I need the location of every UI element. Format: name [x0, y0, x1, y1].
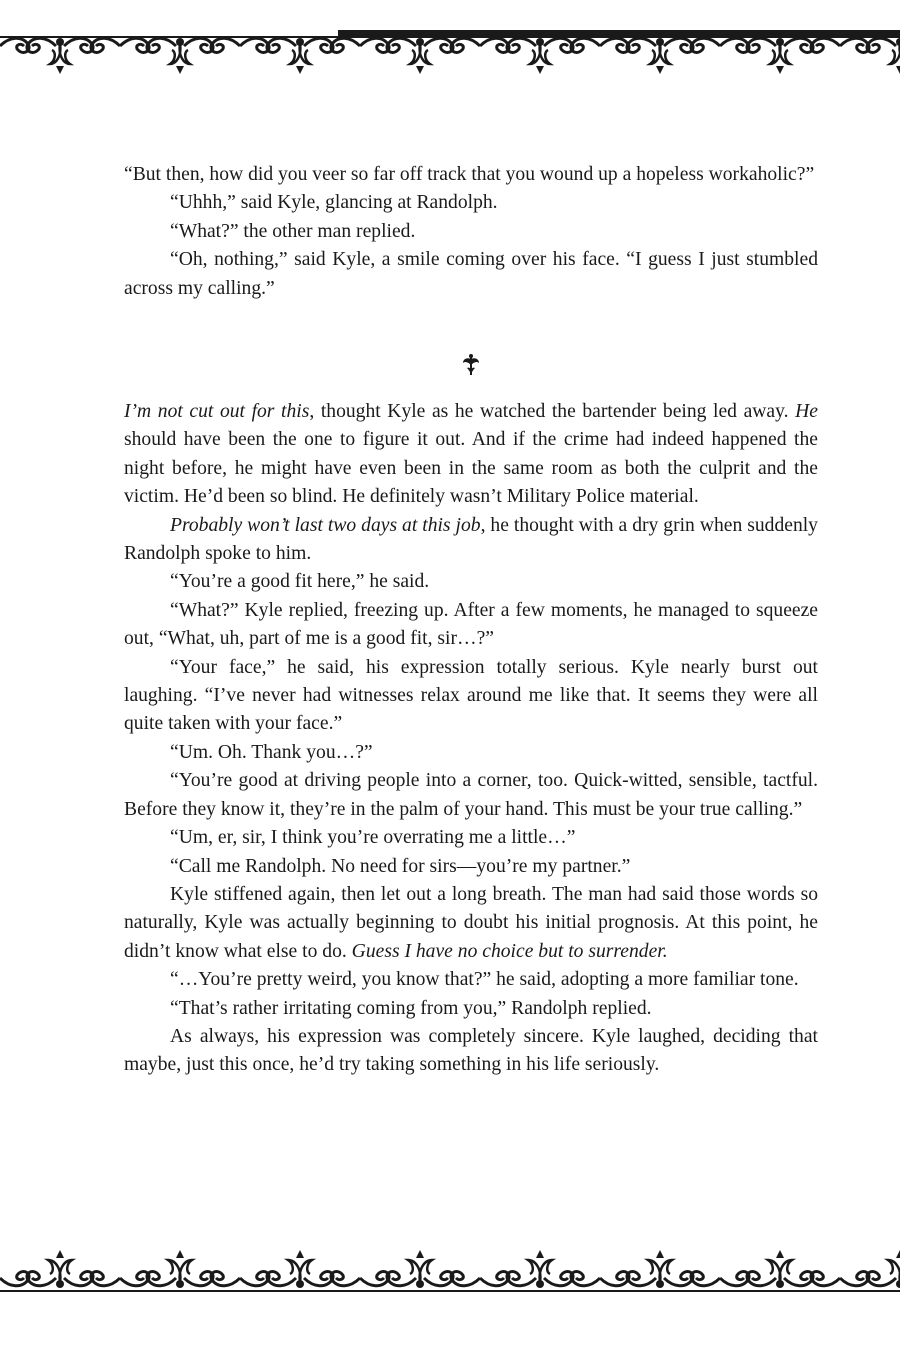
- text-run: should have been the one to figure it out. And if the crime had indeed happened the night before, he might have even been in the same room as both the culprit and the victim. He’d been so blind. He definitely wasn’t Military Police material.: [124, 429, 818, 508]
- italic-thought: Guess I have no choice but to surrender.: [351, 940, 668, 962]
- top-ornamental-border: [0, 28, 900, 78]
- fleuron-icon: [459, 353, 483, 377]
- section-two: [124, 398, 818, 1080]
- paragraph: [124, 512, 818, 569]
- paragraph: “Uhhh,” said Kyle, glancing at Randolph.: [170, 192, 498, 214]
- paragraph: [124, 398, 818, 512]
- paragraph: “That’s rather irritating coming from you,” Randolph replied.: [170, 997, 652, 1019]
- paragraph: “Um. Oh. Thank you…?”: [170, 741, 373, 763]
- bottom-ornamental-border: [0, 1244, 900, 1296]
- paragraph: [124, 881, 818, 966]
- paragraph: “Call me Randolph. No need for sirs—you’re my partner.”: [170, 855, 631, 877]
- paragraph: “Um, er, sir, I think you’re overrating me a little…”: [170, 827, 576, 849]
- paragraph: “Your face,” he said, his expression totally serious. Kyle nearly burst out laughing. “I’ve never had witnesses relax around me like that. It seems they were all quite taken with your face.”: [124, 656, 818, 735]
- paragraph: “You’re good at driving people into a corner, too. Quick-witted, sensible, tactful. Before they know it, they’re in the palm of your hand. This must be your true calling.”: [124, 770, 818, 820]
- italic-thought: Probably won’t last two days at this job: [170, 514, 481, 536]
- text-run: Kyle stiffened again, then let out a long breath. The man had said those words so naturally, Kyle was actually beginning to doubt his initial prognosis. At this point, he didn’t know what else to do.: [124, 883, 818, 962]
- text-run: , thought Kyle as he watched the bartender being led away.: [309, 401, 796, 422]
- section-one: [124, 161, 818, 303]
- text-run: , he thought with a dry grin when suddenly Randolph spoke to him.: [124, 514, 818, 565]
- paragraph: “You’re a good fit here,” he said.: [170, 571, 430, 593]
- italic-thought: I’m not cut out for this: [124, 401, 310, 422]
- paragraph: As always, his expression was completely sincere. Kyle laughed, deciding that maybe, just this once, he’d try taking something in his life seriously.: [124, 1025, 818, 1076]
- paragraph: “Oh, nothing,” said Kyle, a smile coming over his face. “I guess I just stumbled across my calling.”: [124, 249, 818, 299]
- paragraph: “But then, how did you veer so far off track that you wound up a hopeless workaholic?”: [124, 164, 815, 185]
- paragraph: “What?” Kyle replied, freezing up. After a few moments, he managed to squeeze out, “What, uh, part of me is a good fit, sir…?”: [124, 599, 818, 650]
- paragraph: “What?” the other man replied.: [170, 220, 416, 242]
- italic-emphasis: He: [795, 401, 818, 422]
- paragraph: “…You’re pretty weird, you know that?” he said, adopting a more familiar tone.: [170, 969, 799, 991]
